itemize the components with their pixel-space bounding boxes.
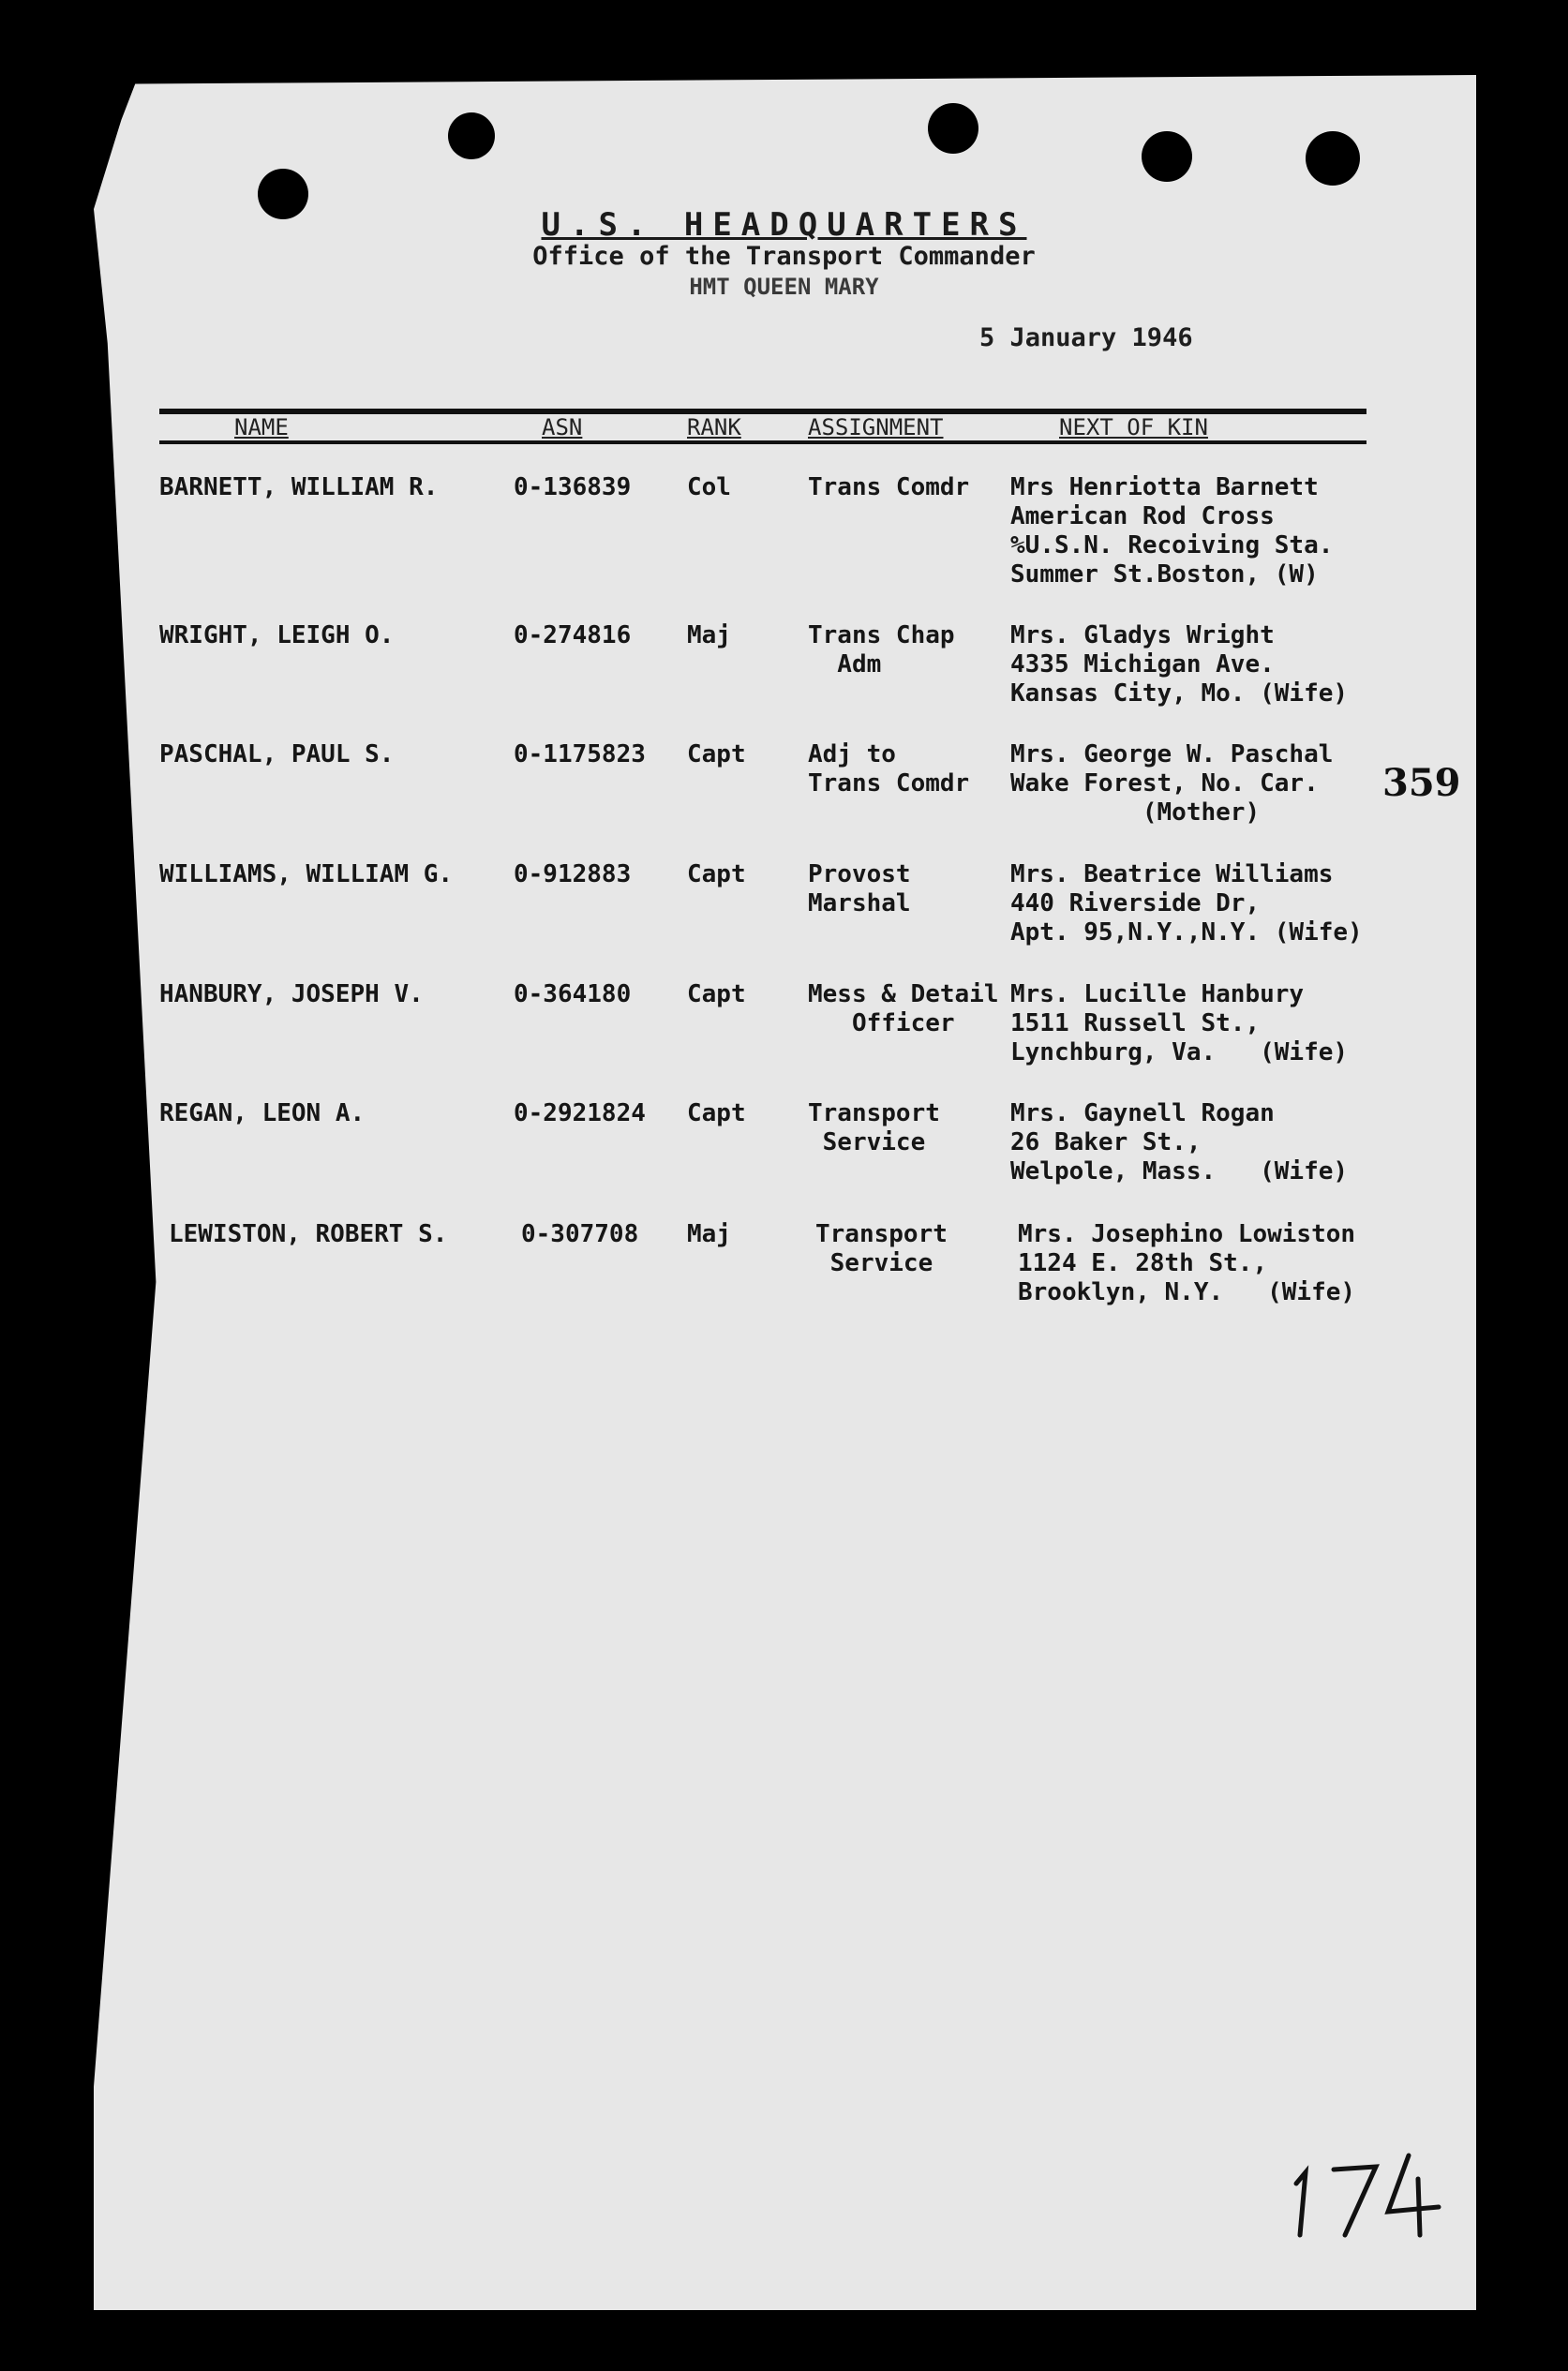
page-number: 359: [1382, 761, 1461, 805]
column-header-assignment: ASSIGNMENT: [808, 414, 944, 440]
punch-hole: [1306, 131, 1360, 186]
next-of-kin-cell: Mrs. George W. Paschal Wake Forest, No. Car. (Mother): [1010, 740, 1334, 827]
column-header-rank: RANK: [687, 414, 741, 440]
name-cell: BARNETT, WILLIAM R.: [159, 473, 439, 501]
ship-name: HMT QUEEN MARY: [689, 274, 879, 300]
rank-cell: Capt: [687, 1099, 746, 1127]
next-of-kin-cell: Mrs. Josephino Lowiston 1124 E. 28th St., Brooklyn, N.Y. (Wife): [1018, 1220, 1356, 1306]
column-header-asn: ASN: [542, 414, 583, 440]
table-row: [0, 1220, 1568, 1337]
column-header-name: NAME: [234, 414, 289, 440]
table-row: [0, 1099, 1568, 1216]
next-of-kin-cell: Mrs. Gaynell Rogan 26 Baker St., Welpole, Mass. (Wife): [1010, 1099, 1349, 1186]
table-row: [0, 473, 1568, 590]
document-date: 5 January 1946: [979, 323, 1193, 352]
name-cell: PASCHAL, PAUL S.: [159, 740, 395, 768]
column-header-next-of-kin: NEXT OF KIN: [1059, 414, 1208, 440]
name-cell: REGAN, LEON A.: [159, 1099, 366, 1127]
asn-cell: 0-307708: [521, 1220, 639, 1248]
rank-cell: Col: [687, 473, 731, 501]
asn-cell: 0-136839: [514, 473, 632, 501]
table-row: [0, 980, 1568, 1097]
office-subtitle: Office of the Transport Commander: [532, 242, 1036, 271]
name-cell: LEWISTON, ROBERT S.: [169, 1220, 448, 1248]
name-cell: WILLIAMS, WILLIAM G.: [159, 860, 454, 888]
asn-cell: 0-274816: [514, 621, 632, 649]
assignment-cell: Trans Comdr: [808, 473, 970, 501]
asn-cell: 0-912883: [514, 860, 632, 888]
punch-hole: [448, 112, 495, 159]
asn-cell: 0-1175823: [514, 740, 646, 768]
punch-hole: [928, 103, 978, 154]
next-of-kin-cell: Mrs. Gladys Wright 4335 Michigan Ave. Kansas City, Mo. (Wife): [1010, 621, 1349, 708]
punch-hole: [1142, 131, 1192, 182]
table-row: [0, 740, 1568, 857]
headquarters-title: U.S. HEADQUARTERS: [541, 206, 1027, 244]
rank-cell: Maj: [687, 1220, 731, 1248]
assignment-cell: Trans Chap Adm: [808, 621, 955, 678]
rank-cell: Maj: [687, 621, 731, 649]
next-of-kin-cell: Mrs Henriotta Barnett American Rod Cross %U.S.N. Recoiving Sta. Summer St.Boston, (W): [1010, 473, 1334, 589]
asn-cell: 0-2921824: [514, 1099, 646, 1127]
assignment-cell: Mess & Detail Officer: [808, 980, 999, 1037]
rank-cell: Capt: [687, 860, 746, 888]
table-row: [0, 621, 1568, 738]
asn-cell: 0-364180: [514, 980, 632, 1008]
name-cell: HANBURY, JOSEPH V.: [159, 980, 424, 1008]
assignment-cell: Transport Service: [815, 1220, 948, 1277]
next-of-kin-cell: Mrs. Beatrice Williams 440 Riverside Dr, Apt. 95,N.Y.,N.Y. (Wife): [1010, 860, 1363, 947]
assignment-cell: Provost Marshal: [808, 860, 911, 917]
table-row: [0, 860, 1568, 977]
handwritten-folio-number: [1277, 2137, 1446, 2240]
assignment-cell: Transport Service: [808, 1099, 940, 1156]
name-cell: WRIGHT, LEIGH O.: [159, 621, 395, 649]
assignment-cell: Adj to Trans Comdr: [808, 740, 970, 798]
table-header-rule: [159, 440, 1366, 444]
rank-cell: Capt: [687, 740, 746, 768]
rank-cell: Capt: [687, 980, 746, 1008]
next-of-kin-cell: Mrs. Lucille Hanbury 1511 Russell St., Lynchburg, Va. (Wife): [1010, 980, 1349, 1066]
